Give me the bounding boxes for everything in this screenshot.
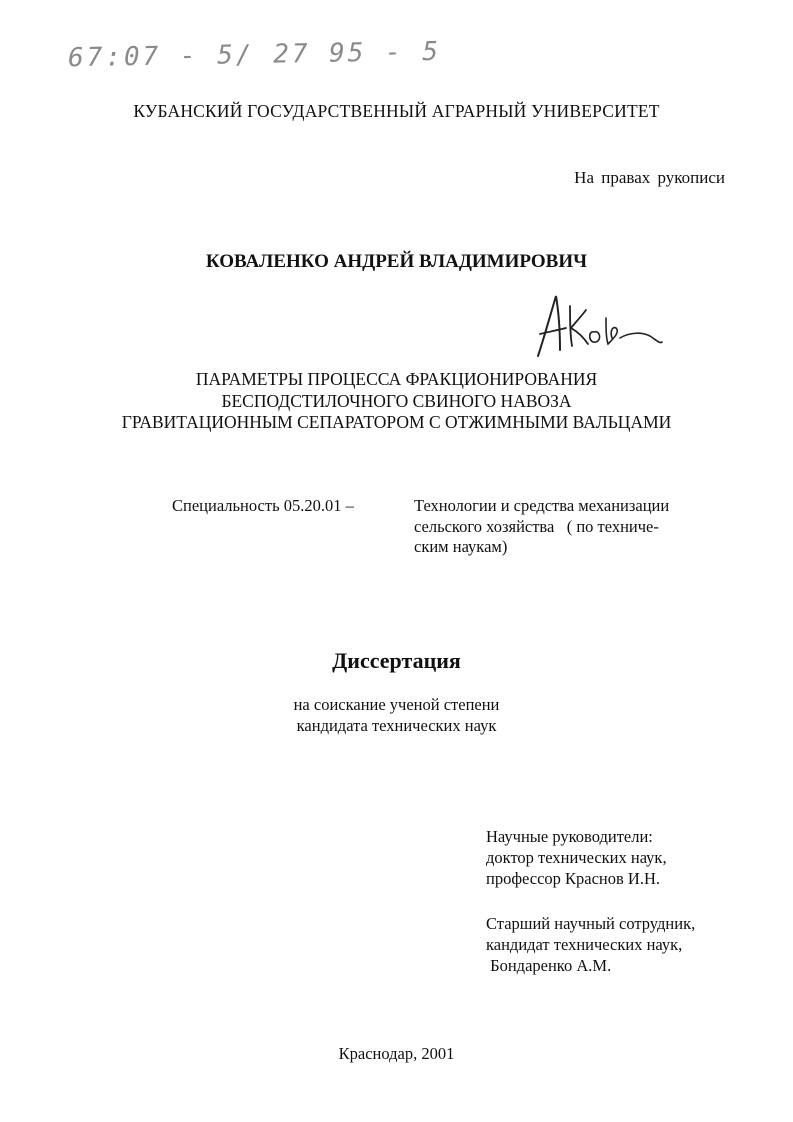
supervisor-line: профессор Краснов И.Н. [486, 869, 661, 888]
dissertation-heading: Диссертация [332, 648, 461, 673]
supervisor-line: Научные руководители: [486, 827, 653, 846]
degree-info [0, 694, 793, 736]
title-line: БЕСПОДСТИЛОЧНОГО СВИНОГО НАВОЗА [221, 390, 572, 411]
specialty-line: Технологии и средства механизации [414, 496, 670, 515]
title-line: ГРАВИТАЦИОННЫМ СЕПАРАТОРОМ С ОТЖИМНЫМИ ВАЛЬЦАМИ [121, 412, 672, 432]
specialty-description [414, 496, 669, 558]
city-year: Краснодар, 2001 [338, 1044, 455, 1063]
author-signature [530, 288, 665, 360]
degree-line: кандидата технических наук [296, 716, 497, 735]
dissertation-title [0, 369, 793, 434]
consultant-block [486, 913, 695, 976]
title-line: ПАРАМЕТРЫ ПРОЦЕССА ФРАКЦИОНИРОВАНИЯ [195, 369, 598, 389]
degree-line: на соискание ученой степени [293, 695, 500, 714]
specialty-line: ским наукам) [414, 537, 508, 556]
consultant-line: Старший научный сотрудник, [486, 914, 696, 933]
consultant-line: кандидат технических наук, [486, 935, 683, 954]
author-name: КОВАЛЕНКО АНДРЕЙ ВЛАДИМИРОВИЧ [205, 251, 588, 272]
specialty-label: Специальность 05.20.01 – [172, 496, 354, 515]
consultant-line: Бондаренко А.М. [486, 956, 612, 975]
supervisors-block [486, 826, 667, 889]
specialty-line: сельского хозяйства ( по техниче- [414, 516, 659, 536]
archive-stamp: 67:07 - 5/ 27 95 - 5 [67, 36, 442, 74]
rights-note: На правах рукописи [574, 168, 725, 187]
university-name: КУБАНСКИЙ ГОСУДАРСТВЕННЫЙ АГРАРНЫЙ УНИВЕРСИТЕТ [133, 101, 660, 121]
supervisor-line: доктор технических наук, [486, 848, 667, 867]
